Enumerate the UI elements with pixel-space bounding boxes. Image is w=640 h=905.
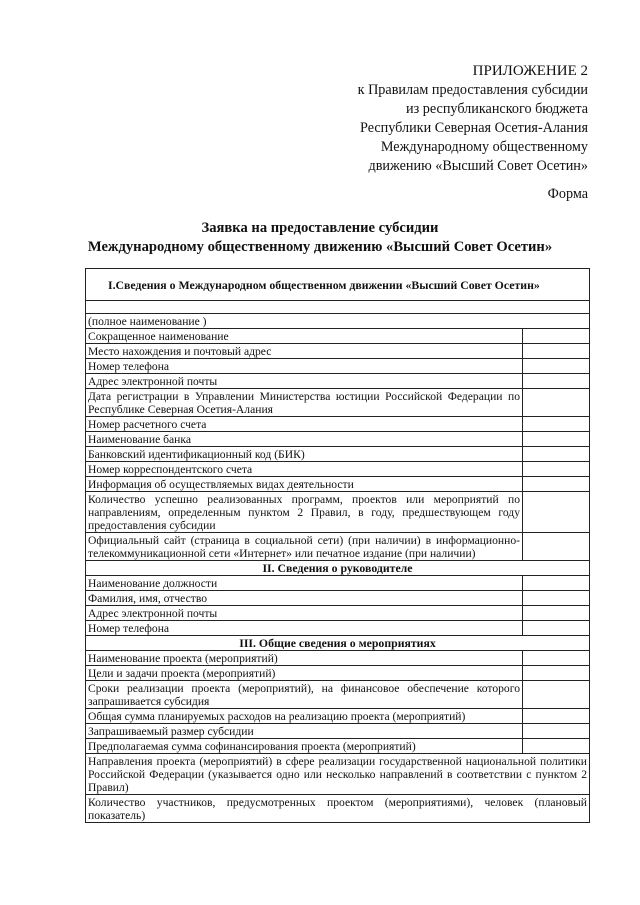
appendix-line: Международному общественному: [380, 139, 588, 155]
row-label: Направления проекта (мероприятий) в сфере реализации государственной национальной политики Российской Федерации (указывается одно или несколько направлений в соответствии с пунктом 2 Правил): [86, 754, 590, 795]
table-row: [86, 576, 590, 591]
section-header-row: [86, 636, 590, 651]
section-header-row: [86, 561, 590, 576]
value-cell[interactable]: [523, 576, 590, 591]
appendix-title: ПРИЛОЖЕНИЕ 2: [472, 63, 588, 79]
row-label: Номер телефона: [86, 359, 523, 374]
table-row: [86, 681, 590, 709]
appendix-line: движению «Высший Совет Осетин»: [368, 158, 588, 174]
appendix-line: Республики Северная Осетия-Алания: [359, 120, 588, 136]
table-row: [86, 754, 590, 795]
table-row: [86, 477, 590, 492]
table-row: [86, 666, 590, 681]
table-row: [86, 374, 590, 389]
row-label: Номер телефона: [86, 621, 523, 636]
table-row: [86, 709, 590, 724]
table-row: [86, 314, 590, 329]
table-row: [86, 462, 590, 477]
value-cell[interactable]: [523, 666, 590, 681]
table-row: [86, 344, 590, 359]
table-row: [86, 795, 590, 823]
row-label: Наименование проекта (мероприятий): [86, 651, 523, 666]
table-row: [86, 359, 590, 374]
value-cell[interactable]: [523, 739, 590, 754]
blank-cell[interactable]: [86, 301, 590, 314]
row-label: Официальный сайт (страница в социальной сети) (при наличии) в информационно-телекоммуникационной сети «Интернет» или печатное издание (при наличии): [86, 533, 523, 561]
value-cell[interactable]: [523, 477, 590, 492]
value-cell[interactable]: [523, 724, 590, 739]
form-label: Форма: [547, 186, 588, 202]
row-label: Количество участников, предусмотренных проектом (мероприятиями), человек (плановый показатель): [86, 795, 590, 823]
section-2-header: II. Сведения о руководителе: [86, 561, 590, 576]
table-row: [86, 606, 590, 621]
value-cell[interactable]: [523, 447, 590, 462]
section-3-header: III. Общие сведения о мероприятиях: [86, 636, 590, 651]
row-label: Цели и задачи проекта (мероприятий): [86, 666, 523, 681]
table-row: [86, 432, 590, 447]
value-cell[interactable]: [523, 417, 590, 432]
section-header-row: [86, 269, 590, 301]
value-cell[interactable]: [523, 359, 590, 374]
row-label: Номер корреспондентского счета: [86, 462, 523, 477]
row-label: Банковский идентификационный код (БИК): [86, 447, 523, 462]
value-cell[interactable]: [523, 621, 590, 636]
row-label: Общая сумма планируемых расходов на реализацию проекта (мероприятий): [86, 709, 523, 724]
row-label: Адрес электронной почты: [86, 606, 523, 621]
appendix-line: из республиканского бюджета: [406, 101, 588, 117]
appendix-block: [358, 62, 588, 176]
row-label: Предполагаемая сумма софинансирования проекта (мероприятий): [86, 739, 523, 754]
row-label: Фамилия, имя, отчество: [86, 591, 523, 606]
table-row: [86, 389, 590, 417]
row-label: Место нахождения и почтовый адрес: [86, 344, 523, 359]
row-label: Наименование должности: [86, 576, 523, 591]
table-row: [86, 417, 590, 432]
table-row: [86, 591, 590, 606]
value-cell[interactable]: [523, 432, 590, 447]
value-cell[interactable]: [523, 344, 590, 359]
row-label: Сокращенное наименование: [86, 329, 523, 344]
row-label: Наименование банка: [86, 432, 523, 447]
appendix-line: к Правилам предоставления субсидии: [357, 82, 588, 98]
value-cell[interactable]: [523, 374, 590, 389]
row-label: Номер расчетного счета: [86, 417, 523, 432]
application-form-table: [85, 268, 590, 823]
row-label: Информация об осуществляемых видах деятельности: [86, 477, 523, 492]
row-label: Количество успешно реализованных программ, проектов или мероприятий по направлениям, определенным пунктом 2 Правил, в году, предшествующем году предоставления субсидии: [86, 492, 523, 533]
value-cell[interactable]: [523, 651, 590, 666]
table-row: [86, 329, 590, 344]
table-row: [86, 724, 590, 739]
row-label: Запрашиваемый размер субсидии: [86, 724, 523, 739]
document-title-line: Международному общественному движению «Высший Совет Осетин»: [87, 239, 553, 255]
document-title-line: Заявка на предоставление субсидии: [201, 220, 439, 236]
row-label: (полное наименование ): [86, 314, 590, 329]
section-1-header: I.Сведения о Международном общественном движении «Высший Совет Осетин»: [86, 269, 590, 301]
value-cell[interactable]: [523, 462, 590, 477]
value-cell[interactable]: [523, 389, 590, 417]
value-cell[interactable]: [523, 709, 590, 724]
row-label: Сроки реализации проекта (мероприятий), на финансовое обеспечение которого запрашивается субсидия: [86, 681, 523, 709]
value-cell[interactable]: [523, 591, 590, 606]
value-cell[interactable]: [523, 681, 590, 709]
table-row: [86, 447, 590, 462]
blank-row: [86, 301, 590, 314]
value-cell[interactable]: [523, 329, 590, 344]
table-row: [86, 621, 590, 636]
row-label: Адрес электронной почты: [86, 374, 523, 389]
table-row: [86, 533, 590, 561]
row-label: Дата регистрации в Управлении Министерства юстиции Российской Федерации по Республике Северная Осетия-Алания: [86, 389, 523, 417]
table-row: [86, 492, 590, 533]
document-title: [0, 219, 640, 257]
table-row: [86, 739, 590, 754]
value-cell[interactable]: [523, 492, 590, 533]
table-row: [86, 651, 590, 666]
value-cell[interactable]: [523, 606, 590, 621]
value-cell[interactable]: [523, 533, 590, 561]
